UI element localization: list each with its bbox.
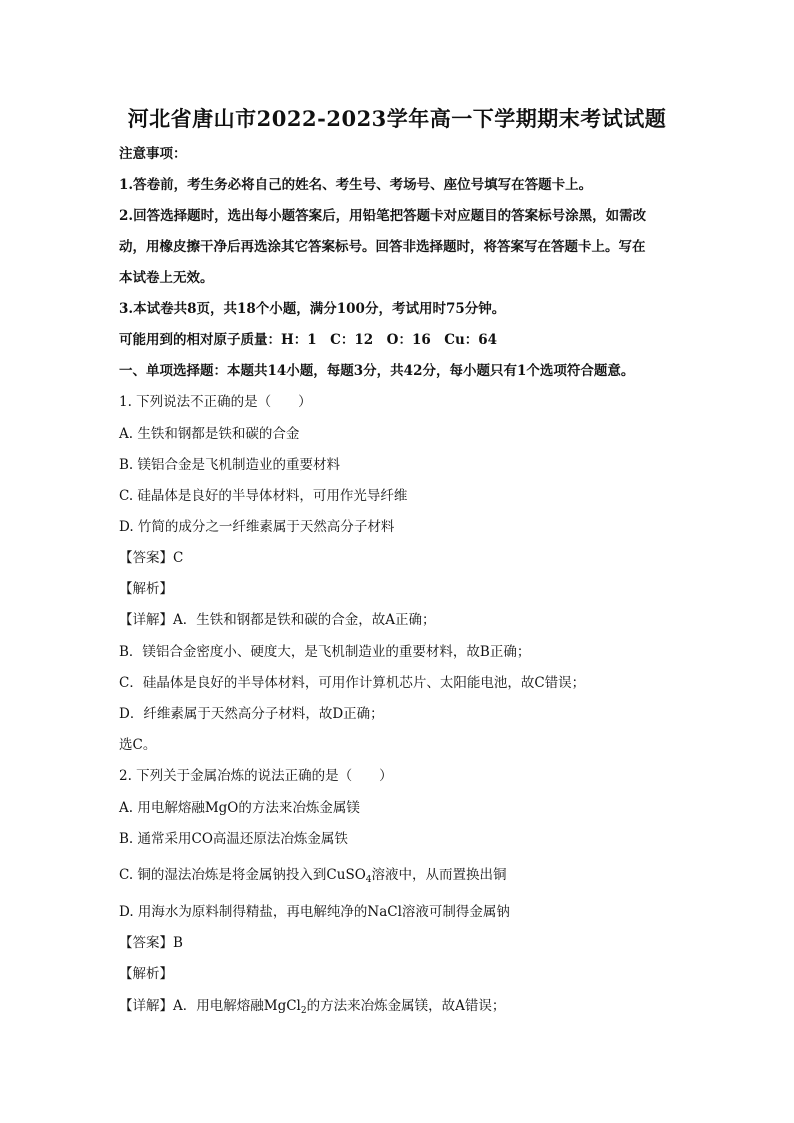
note-item-3: 3.本试卷共8页，共18个小题，满分100分，考试用时75分钟。: [119, 301, 506, 317]
note-item-2-line-3: 本试卷上无效。: [119, 270, 214, 286]
q1-option-d: D. 竹简的成分之一纤维素属于天然高分子材料: [119, 519, 395, 535]
q1-analysis-label: 【解析】: [119, 581, 173, 597]
q1-option-b: B. 镁铝合金是飞机制造业的重要材料: [119, 457, 341, 473]
q1-detail-d: D．纤维素属于天然高分子材料，故D正确；: [119, 706, 384, 722]
q1-option-c: C. 硅晶体是良好的半导体材料，可用作光导纤维: [119, 488, 408, 504]
q2-option-c-rest: 溶液中，从而置换出铜: [371, 867, 507, 883]
q1-detail-c: C．硅晶体是良好的半导体材料，可用作计算机芯片、太阳能电池，故C错误；: [119, 675, 586, 691]
q2-detail-a-subscript: 2: [300, 1006, 307, 1016]
q1-conclusion: 选C。: [119, 737, 157, 753]
q2-answer: 【答案】B: [119, 935, 183, 951]
note-item-1: 1.答卷前，考生务必将自己的姓名、考生号、考场号、座位号填写在答题卡上。: [119, 177, 593, 193]
section-1-heading: 一、单项选择题：本题共14小题，每题3分，共42分，每小题只有1个选项符合题意。: [119, 363, 635, 379]
q2-option-c-subscript: 4: [365, 875, 372, 885]
note-item-2-line-1: 2.回答选择题时，选出每小题答案后，用铅笔把答题卡对应题目的答案标号涂黑，如需改: [119, 208, 647, 224]
notes-heading: 注意事项：: [119, 146, 187, 162]
q2-option-d: D. 用海水为原料制得精盐，再电解纯净的NaCl溶液可制得金属钠: [119, 904, 510, 920]
q2-detail-a: [119, 997, 505, 1020]
q2-option-a: A. 用电解熔融MgO的方法来冶炼金属镁: [119, 800, 360, 816]
q2-stem: 2. 下列关于金属冶炼的说法正确的是（ ）: [119, 768, 393, 784]
q2-analysis-label: 【解析】: [119, 966, 173, 982]
q2-option-c-text: C. 铜的湿法冶炼是将金属钠投入到CuSO: [119, 867, 366, 883]
page-title: 河北省唐山市2022-2023学年高一下学期期末考试试题: [127, 106, 667, 131]
q1-detail-b: B．镁铝合金密度小、硬度大，是飞机制造业的重要材料，故B正确；: [119, 644, 531, 660]
note-item-2-line-2: 动，用橡皮擦干净后再选涂其它答案标号。回答非选择题时，将答案写在答题卡上。写在: [119, 239, 646, 255]
q1-stem: 1. 下列说法不正确的是（ ）: [119, 394, 312, 410]
q1-detail-a: 【详解】A．生铁和钢都是铁和碳的合金，故A正确；: [119, 612, 436, 628]
q2-detail-a-text: 【详解】A．用电解熔融MgCl: [119, 998, 301, 1014]
q1-answer: 【答案】C: [119, 550, 184, 566]
atomic-mass-note: 可能用到的相对原子质量：H：1 C：12 O：16 Cu：64: [119, 332, 498, 348]
q2-option-b: B. 通常采用CO高温还原法冶炼金属铁: [119, 831, 348, 847]
q2-detail-a-rest: 的方法来冶炼金属镁，故A错误；: [306, 998, 506, 1014]
q1-option-a: A. 生铁和钢都是铁和碳的合金: [119, 426, 300, 442]
q2-option-c: [119, 866, 507, 889]
